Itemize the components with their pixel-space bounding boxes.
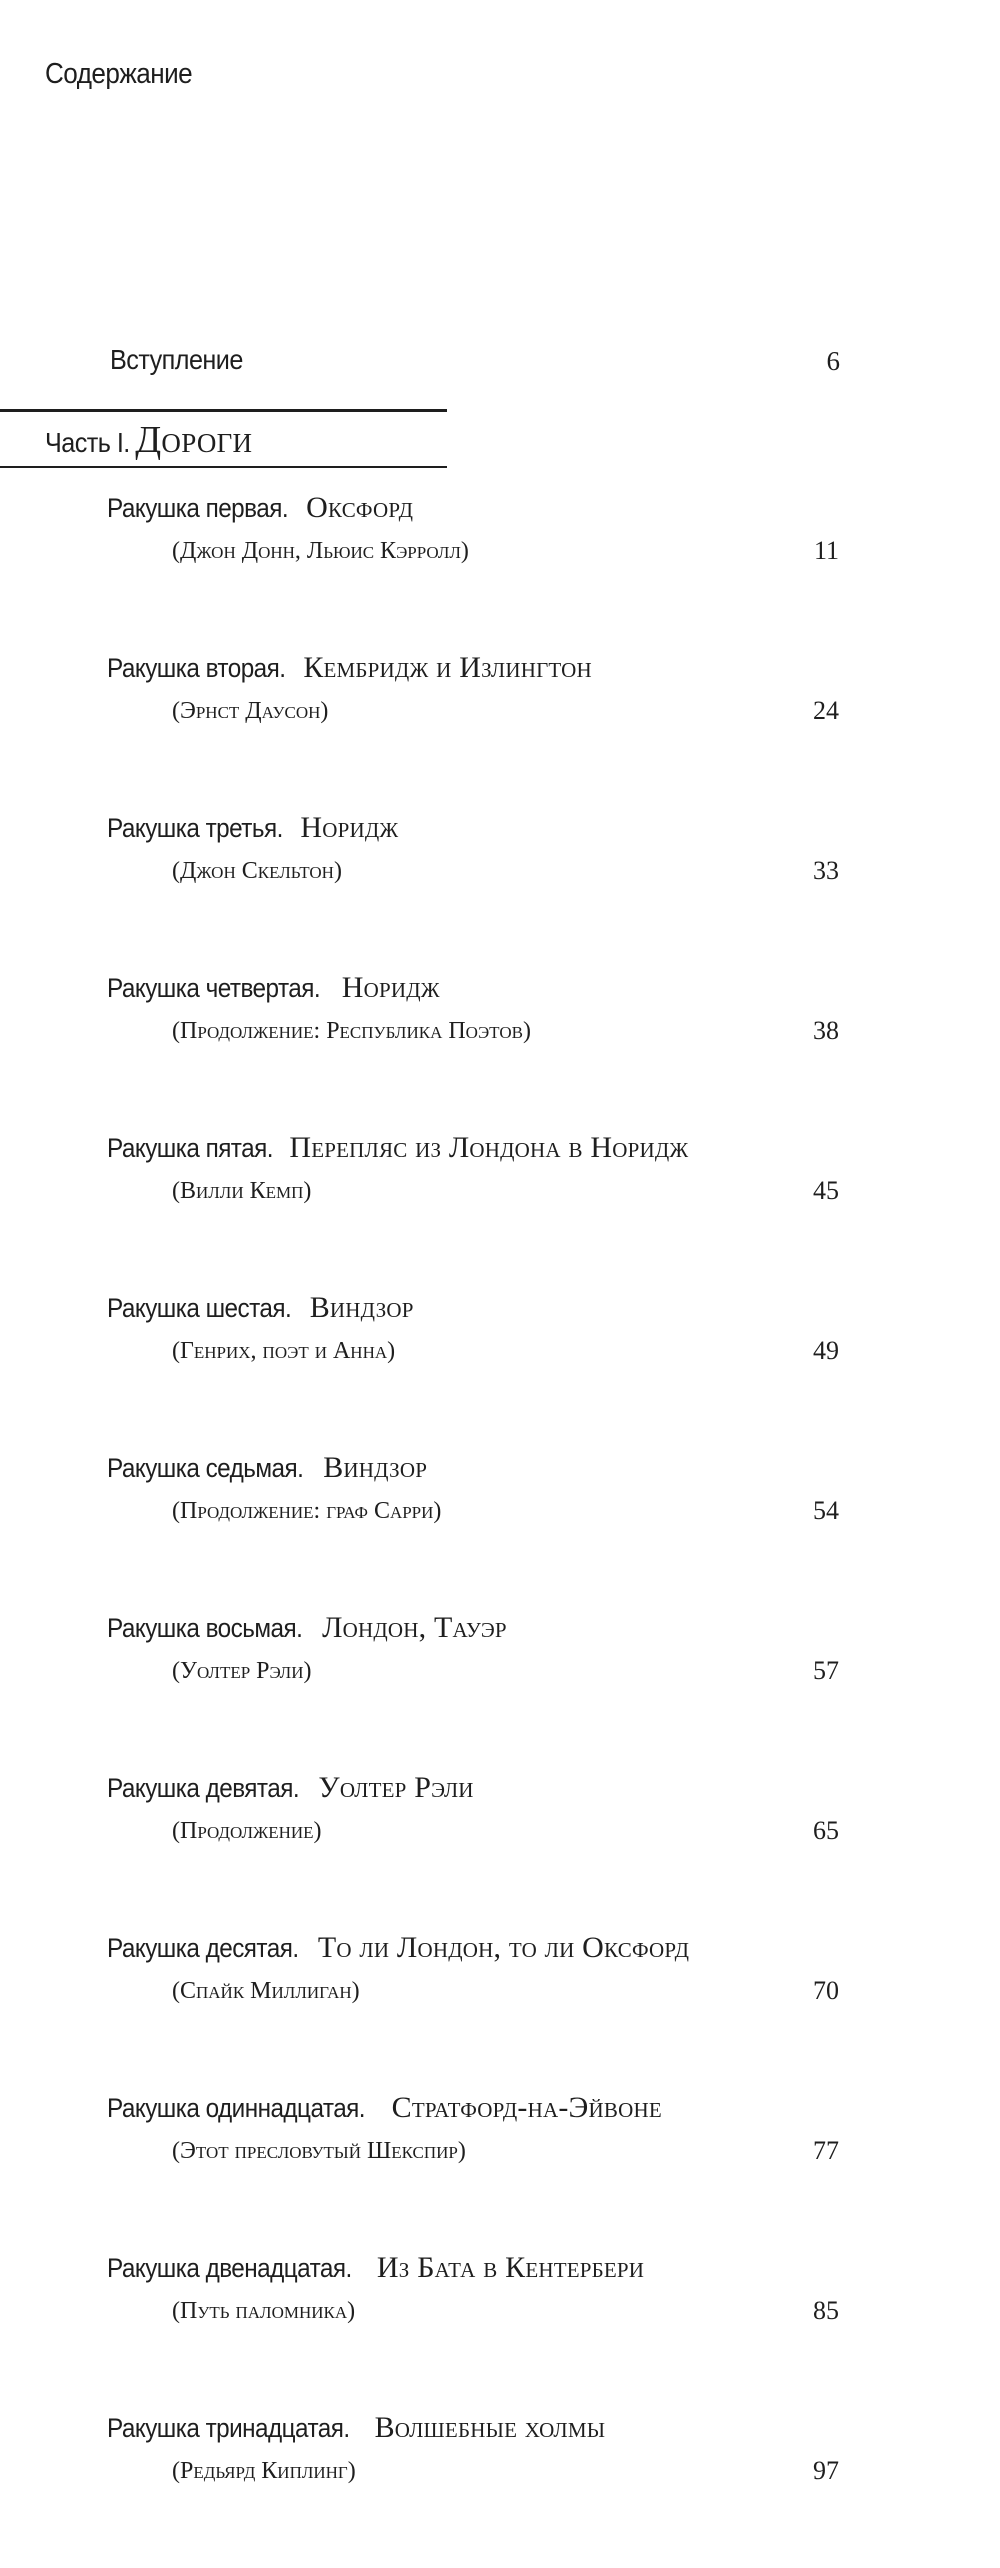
chapter-page-number: 33 [813, 856, 839, 885]
chapter-page-number: 97 [813, 2456, 839, 2485]
chapter-subtitle: (Редьярд Киплинг) [172, 2458, 356, 2484]
chapter-shell-label: Ракушка десятая. [107, 1933, 299, 1963]
chapter-title: Из Бата в Кентербери [376, 2251, 645, 2284]
chapter-shell-label: Ракушка тринадцатая. [107, 2413, 350, 2443]
chapter-page-number: 49 [813, 1336, 839, 1365]
chapter-subtitle: (Генрих, поэт и Анна) [172, 1338, 396, 1364]
chapter-entry [0, 2088, 1000, 2248]
chapter-title: Уолтер Рэли [318, 1771, 474, 1804]
chapter-shell-label: Ракушка девятая. [107, 1773, 300, 1803]
chapter-page-number: 77 [813, 2136, 839, 2165]
chapter-entry [0, 2248, 1000, 2408]
chapter-subtitle: (Продолжение: граф Сарри) [172, 1498, 442, 1524]
chapter-page-number: 11 [813, 536, 839, 565]
chapter-title: Виндзор [323, 1451, 428, 1484]
chapter-entry [0, 648, 1000, 808]
chapter-shell-label: Ракушка одиннадцатая. [107, 2093, 366, 2123]
chapter-title: То ли Лондон, то ли Оксфорд [317, 1931, 690, 1964]
chapter-entry [0, 1448, 1000, 1608]
chapter-page-number: 70 [813, 1976, 839, 2005]
chapter-entry [0, 1608, 1000, 1768]
chapter-page-number: 85 [813, 2296, 839, 2325]
chapter-subtitle: (Джон Скельтон) [172, 858, 342, 884]
chapter-shell-label: Ракушка двенадцатая. [107, 2253, 352, 2283]
chapter-entry [0, 808, 1000, 968]
chapter-entry [0, 488, 1000, 648]
chapter-list [0, 488, 1000, 2568]
chapter-subtitle: (Уолтер Рэли) [172, 1658, 312, 1684]
chapter-subtitle: (Джон Донн, Льюис Кэрролл) [172, 538, 469, 564]
chapter-entry [0, 2408, 1000, 2568]
chapter-title: Волшебные холмы [374, 2411, 606, 2444]
chapter-entry [0, 1128, 1000, 1288]
chapter-title: Лондон, Тауэр [322, 1611, 507, 1644]
chapter-subtitle: (Продолжение) [172, 1818, 322, 1844]
chapter-shell-label: Ракушка первая. [107, 493, 289, 523]
chapter-shell-label: Ракушка восьмая. [107, 1613, 303, 1643]
chapter-shell-label: Ракушка вторая. [107, 653, 286, 683]
chapter-title: Кембридж и Излингтон [303, 651, 592, 684]
page-heading: Содержание [45, 58, 193, 90]
chapter-subtitle: (Продолжение: Республика Поэтов) [172, 1018, 531, 1044]
intro-label: Вступление [110, 344, 243, 375]
chapter-page-number: 54 [813, 1496, 839, 1525]
chapter-page-number: 57 [813, 1656, 839, 1685]
part-heading [45, 418, 252, 462]
part-prefix: Часть I. [45, 427, 130, 458]
chapter-page-number: 38 [813, 1016, 839, 1045]
chapter-entry [0, 1768, 1000, 1928]
chapter-shell-label: Ракушка третья. [107, 813, 283, 843]
part-rule-top [0, 409, 447, 412]
intro-page-number: 6 [826, 346, 840, 376]
chapter-page-number: 65 [813, 1816, 839, 1845]
chapter-subtitle: (Этот пресловутый Шекспир) [172, 2138, 466, 2164]
chapter-title: Перепляс из Лондона в Норидж [289, 1131, 689, 1164]
chapter-shell-label: Ракушка седьмая. [107, 1453, 304, 1483]
chapter-subtitle: (Эрнст Даусон) [172, 698, 329, 724]
chapter-page-number: 45 [813, 1176, 839, 1205]
chapter-entry [0, 1928, 1000, 2088]
chapter-shell-label: Ракушка пятая. [107, 1133, 273, 1163]
chapter-title: Норидж [341, 971, 440, 1004]
chapter-shell-label: Ракушка шестая. [107, 1293, 292, 1323]
chapter-title: Норидж [300, 811, 399, 844]
chapter-title: Оксфорд [306, 491, 414, 524]
chapter-subtitle: (Вилли Кемп) [172, 1178, 312, 1204]
part-title: Дороги [135, 419, 253, 461]
part-rule-bottom [0, 466, 447, 468]
chapter-entry [0, 968, 1000, 1128]
chapter-title: Стратфорд-на-Эйвоне [391, 2091, 662, 2124]
chapter-entry [0, 1288, 1000, 1448]
chapter-subtitle: (Путь паломника) [172, 2298, 356, 2324]
chapter-page-number: 24 [813, 696, 839, 725]
chapter-subtitle: (Спайк Миллиган) [172, 1978, 360, 2004]
chapter-shell-label: Ракушка четвертая. [107, 973, 321, 1003]
chapter-title: Виндзор [309, 1291, 414, 1324]
